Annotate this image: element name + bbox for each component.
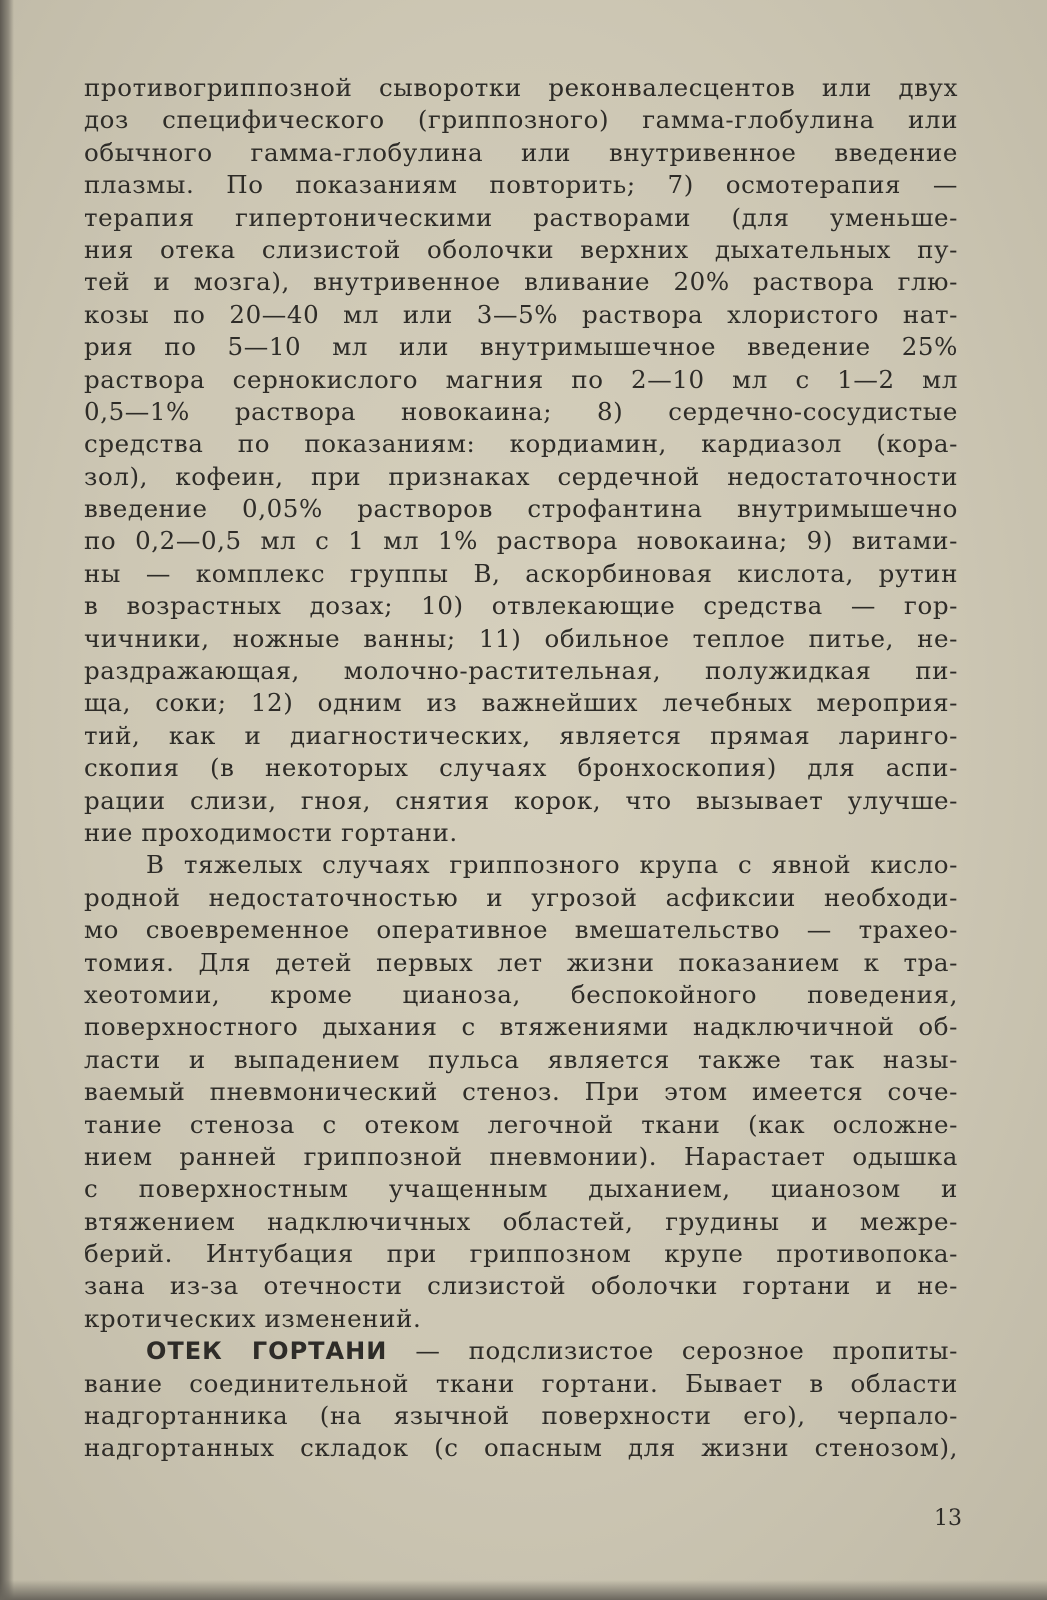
text-line: надгортанника (на язычной поверхности его), черпало- xyxy=(84,1401,958,1431)
text-line: по 0,2—0,5 мл с 1 мл 1% раствора новокаина; 9) витами- xyxy=(84,526,958,556)
text-line: хеотомии, кроме цианоза, беспокойного поведения, xyxy=(84,979,958,1009)
text-line: зол), кофеин, при признаках сердечной недостаточности xyxy=(84,461,958,491)
section-heading-line xyxy=(84,1335,958,1367)
page-left-edge-shadow xyxy=(0,0,14,1600)
text-line: тание стеноза с отеком легочной ткани (как осложне- xyxy=(84,1109,958,1139)
text-line: чичники, ножные ванны; 11) обильное теплое питье, не- xyxy=(84,623,958,653)
page-bottom-edge-shadow xyxy=(0,1580,1047,1600)
text-line: В тяжелых случаях гриппозного крупа с явной кисло- xyxy=(146,850,958,880)
text-line: раствора сернокислого магния по 2—10 мл с 1—2 мл xyxy=(84,364,958,394)
text-line: нием ранней гриппозной пневмонии). Нарастает одышка xyxy=(84,1141,958,1171)
text-line: рации слизи, гноя, снятия корок, что вызывает улучше- xyxy=(84,785,958,815)
text-line: кротических изменений. xyxy=(84,1303,422,1333)
text-line: томия. Для детей первых лет жизни показанием к тра- xyxy=(84,947,958,977)
text-line: раздражающая, молочно-растительная, полужидкая пи- xyxy=(84,656,958,686)
body-text xyxy=(84,72,958,1465)
text-line: ны — комплекс группы В, аскорбиновая кислота, рутин xyxy=(84,558,958,588)
text-line: с поверхностным учащенным дыханием, цианозом и xyxy=(84,1174,958,1204)
text-line: надгортанных складок (с опасным для жизни стенозом), xyxy=(84,1433,958,1463)
text-line: ние проходимости гортани. xyxy=(84,817,458,847)
text-line: доз специфического (гриппозного) гамма-глобулина или xyxy=(84,105,958,135)
text-line: тий, как и диагностических, является прямая ларинго- xyxy=(84,720,958,750)
text-line: в возрастных дозах; 10) отвлекающие средства — гор- xyxy=(84,591,958,621)
text-line: тей и мозга), внутривенное вливание 20% раствора глю- xyxy=(84,267,958,297)
text-line: мо своевременное оперативное вмешательство — трахео- xyxy=(84,915,958,945)
text-line: ния отека слизистой оболочки верхних дыхательных пу- xyxy=(84,234,958,264)
page-number: 13 xyxy=(934,1506,962,1531)
text-line: терапия гипертоническими растворами (для уменьше- xyxy=(84,202,958,232)
text-line: зана из-за отечности слизистой оболочки гортани и не- xyxy=(84,1271,958,1301)
text-line: скопия (в некоторых случаях бронхоскопия) для аспи- xyxy=(84,753,958,783)
text-line: 0,5—1% раствора новокаина; 8) сердечно-сосудистые xyxy=(84,396,958,426)
text-line: ваемый пневмонический стеноз. При этом имеется соче- xyxy=(84,1077,958,1107)
text-line: введение 0,05% растворов строфантина внутримышечно xyxy=(84,494,958,524)
text-line: рия по 5—10 мл или внутримышечное введение 25% xyxy=(84,332,958,362)
text-line: вание соединительной ткани гортани. Бывает в области xyxy=(84,1368,958,1398)
section-heading-definition: — подслизистое серозное пропиты- xyxy=(387,1336,959,1366)
text-line: средства по показаниям: кордиамин, кардиазол (кора- xyxy=(84,429,958,459)
text-line: обычного гамма-глобулина или внутривенное введение xyxy=(84,137,958,167)
section-heading-term: ОТЕК ГОРТАНИ xyxy=(146,1337,388,1366)
text-line: родной недостаточностью и угрозой асфиксии необходи- xyxy=(84,882,958,912)
text-line: поверхностного дыхания с втяжениями надключичной об- xyxy=(84,1012,958,1042)
text-line: берий. Интубация при гриппозном крупе противопока- xyxy=(84,1239,958,1269)
text-line: козы по 20—40 мл или 3—5% раствора хлористого нат- xyxy=(84,299,958,329)
text-line: плазмы. По показаниям повторить; 7) осмотерапия — xyxy=(84,170,958,200)
text-line: втяжением надключичных областей, грудины и межре- xyxy=(84,1206,958,1236)
text-line: ласти и выпадением пульса является также так назы- xyxy=(84,1044,958,1074)
text-line: противогриппозной сыворотки реконвалесцентов или двух xyxy=(84,73,958,102)
text-line: ща, соки; 12) одним из важнейших лечебных мероприя- xyxy=(84,688,958,718)
